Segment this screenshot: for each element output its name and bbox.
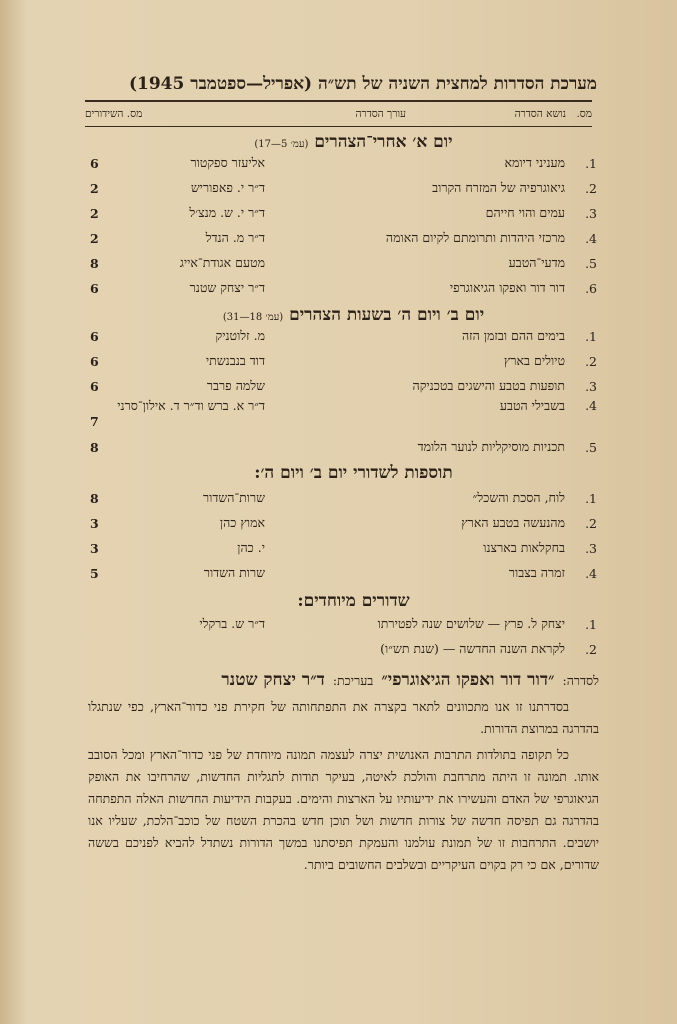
row-num: 3. (585, 205, 597, 221)
row-count: 6 (90, 280, 99, 296)
row-editor: שרות־השדור (203, 490, 265, 505)
row-topic: לוח, הסכת והשכל״ (472, 490, 565, 505)
row-topic: בימים ההם ובזמן הזה (461, 328, 565, 343)
row-editor: מ. זלוטניק (215, 328, 265, 343)
row-editor: ד״ר א. ברש וד״ר ד. אילון־סרני (117, 398, 265, 413)
row-count: 8 (90, 490, 99, 506)
row-topic: גיאוגרפיה של המזרח הקרוב (432, 180, 565, 195)
header-rule (85, 126, 592, 127)
row-count: 5 (90, 565, 99, 581)
row-count: 2 (90, 205, 99, 221)
section-heading (100, 591, 607, 611)
series-editor: ד״ר יצחק שטנר (221, 670, 325, 690)
row-num: 4. (585, 565, 597, 581)
row-count: 3 (90, 540, 99, 556)
row-count: 8 (90, 439, 99, 455)
table-row (90, 487, 597, 509)
table-row (90, 638, 597, 660)
series-prefix: לסדרה: (562, 673, 599, 688)
section-title: יום ב׳ ויום ה׳ בשעות הצהרים (289, 305, 485, 325)
table-row (90, 562, 597, 584)
row-count: 6 (90, 328, 99, 344)
table-row (90, 277, 597, 299)
series-heading (88, 670, 599, 690)
row-num: 6. (585, 280, 597, 296)
row-num: 5. (585, 439, 597, 455)
section-title: תוספות לשדורי יום ב׳ ויום ה׳: (254, 463, 453, 483)
row-count: 6 (90, 155, 99, 171)
row-num: 3. (585, 378, 597, 394)
row-count: 8 (90, 255, 99, 271)
row-editor: שרות השדור (203, 565, 265, 580)
row-topic: עמים והוי חייהם (485, 205, 565, 220)
series-name: ״דור דור ואפקו הגיאוגרפי״ (381, 670, 555, 690)
row-count: 2 (90, 230, 99, 246)
row-editor: אליעזר ספקטור (190, 155, 265, 170)
row-editor: ד״ר מ. הנדל (205, 230, 265, 245)
row-num: 2. (585, 641, 597, 657)
row-topic: בשבילי הטבע (499, 398, 565, 413)
section-title: יום א׳ אחרי־הצהרים (314, 132, 453, 152)
table-row (90, 537, 597, 559)
row-topic: מדעי־הטבע (508, 255, 565, 270)
row-editor: אמוץ כהן (219, 515, 265, 530)
row-topic: מהנעשה בטבע הארץ (461, 515, 565, 530)
section-pages: (עמ׳ 5—17) (254, 139, 309, 150)
table-row (90, 512, 597, 534)
row-topic: מרכזי היהדות ותרומתם לקיום האומה (385, 230, 565, 245)
paragraph: בסדרתנו זו אנו מתכוונים לתאר בקצרה את התפתחותה של חקירת פני כדור־הארץ, כפי שנתגלו בהדרגה במרוצת הדורות. (88, 699, 599, 736)
series-by: בעריכת: (332, 673, 374, 688)
row-topic: לקראת השנה החדשה — (שנת תש״ו) (380, 641, 565, 656)
column-headers (85, 108, 592, 124)
title-rule (85, 100, 592, 102)
row-num: 5. (585, 255, 597, 271)
row-editor: מטעם אגודת־אייג (179, 255, 265, 270)
table-row (90, 375, 597, 397)
col-editor-header: עורך הסדרה (355, 108, 406, 120)
row-num: 1. (585, 155, 597, 171)
table-row (90, 325, 597, 347)
col-num-header: מס. (576, 108, 592, 120)
col-count-header: מס. השידורים (85, 108, 143, 120)
row-editor: שלמה פרבר (206, 378, 265, 393)
row-topic: יצחק ל. פרץ — שלושים שנה לפטירתו (377, 616, 565, 631)
section-pages: (עמ׳ 18—31) (222, 312, 284, 323)
row-num: 4. (585, 230, 597, 246)
row-num: 2. (585, 353, 597, 369)
col-topic-header: נושא הסדרה (514, 108, 566, 120)
table-row (90, 152, 597, 174)
table-row (90, 613, 597, 635)
table-row (90, 177, 597, 199)
row-num: 4. (585, 398, 597, 413)
table-row (90, 227, 597, 249)
table-row (90, 436, 597, 458)
row-topic: בחקלאות בארצנו (483, 540, 565, 555)
row-topic: דור דור ואפקו הגיאוגרפי (449, 280, 565, 295)
section-title: שדורים מיוחדים: (297, 591, 410, 611)
row-count: 2 (90, 180, 99, 196)
row-topic: תכניות מוסיקליות לנוער הלומד (417, 439, 565, 454)
section-heading (100, 305, 607, 325)
paragraph: כל תקופה בתולדות התרבות האנושית יצרה לעצמה תמונה מיוחדת של פני כדור־הארץ ומכל הסובב אותו. תמונה זו היתה מתרחבת והולכת לאיטה, בעיקר תודות לתגליות החדשות, שהרחיבו את האופק הגיאוגרפי של האדם והעשירו את ידיעותיו על הארצות והימים. בעקבות הידיעות החדשות האלה התפתחה בהדרגה גם תפיסה חדשה של צורות חדשות ושל תוכן חדש בהכרת השטח של כוכב־הלכת, שעליו אנו יושבים. התרחבות זו של תמונת עולמנו והעמקת תפיסתנו במשך הדורות נשתדל להביא לפניכם בששה שדורים, אם כי רק בקוים העיקריים ובשלבים החשובים ביותר. (88, 747, 599, 872)
row-count: 6 (90, 353, 99, 369)
row-num: 2. (585, 515, 597, 531)
row-count: 6 (90, 378, 99, 394)
table-row (90, 252, 597, 274)
row-topic: מעניני דיומא (504, 155, 565, 170)
table-row (90, 350, 597, 372)
row-editor: דוד בנבנשתי (205, 353, 265, 368)
row-topic: זמרה בצבור (508, 565, 565, 580)
row-num: 1. (585, 616, 597, 632)
row-editor: ד״ר יצחק שטנר (189, 280, 265, 295)
row-editor: ד״ר ש. ברקלי (199, 616, 265, 631)
row-num: 2. (585, 180, 597, 196)
table-row (90, 202, 597, 224)
table-row (90, 398, 597, 432)
row-num: 1. (585, 490, 597, 506)
section-heading (100, 132, 607, 152)
row-topic: תופעות בטבע והישגים בטכניקה (412, 378, 565, 393)
row-editor: י. כהן (237, 540, 265, 555)
row-editor: ד״ר י. פאפוריש (190, 180, 265, 195)
section-heading (100, 463, 607, 483)
row-count: 3 (90, 515, 99, 531)
row-count: 7 (90, 414, 99, 429)
row-editor: ד״ר י. ש. מנצ׳ל (189, 205, 265, 220)
row-num: 1. (585, 328, 597, 344)
row-topic: טיולים בארץ (503, 353, 565, 368)
page-title: מערכת הסדרות למחצית השניה של תש״ה (אפריל—ספטמבר 1945) (128, 74, 597, 94)
row-num: 3. (585, 540, 597, 556)
